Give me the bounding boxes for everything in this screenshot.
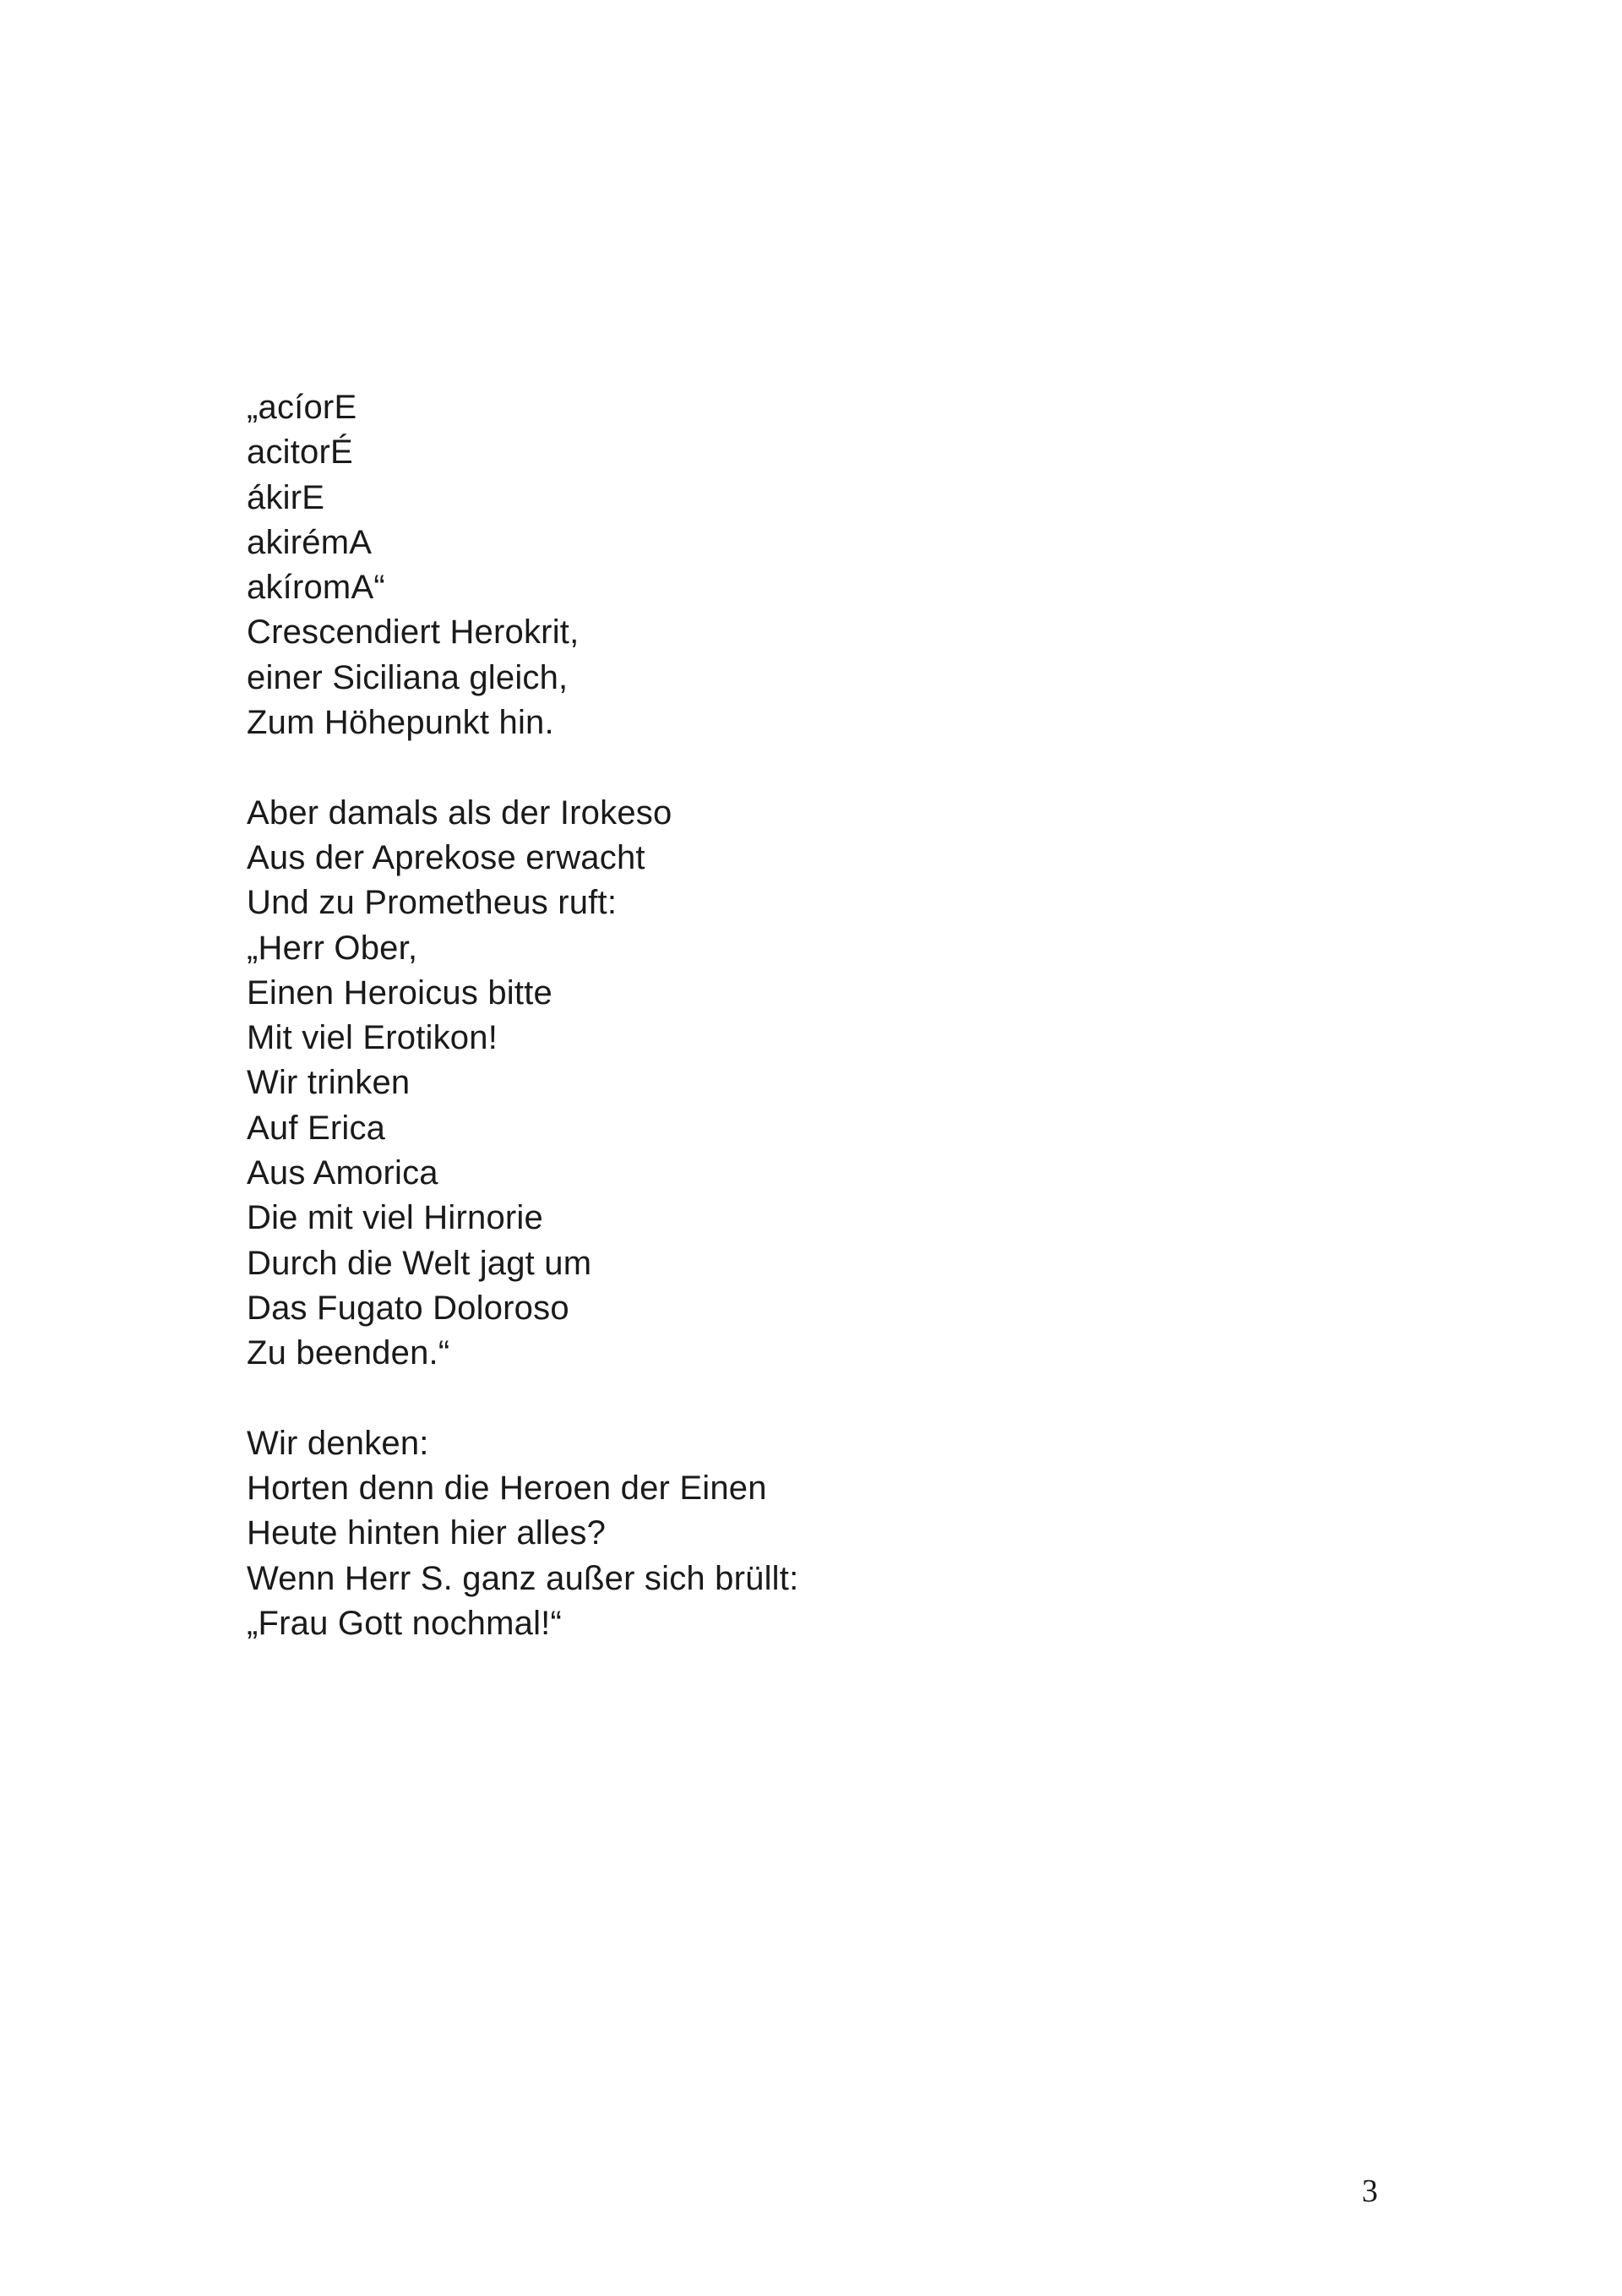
poem-line: Aber damals als der Irokeso	[247, 794, 672, 832]
poem-line: Aus der Aprekose erwacht	[247, 838, 645, 876]
poem-line: Mit viel Erotikon!	[247, 1019, 498, 1057]
poem-line: Crescendiert Herokrit,	[247, 614, 580, 652]
poem-line: akirémA	[247, 523, 373, 561]
poem-line: Wir denken:	[247, 1424, 429, 1462]
poem-line: Zu beenden.“	[247, 1334, 450, 1372]
poem-line: Heute hinten hier alles?	[247, 1514, 607, 1552]
poem-line: Durch die Welt jagt um	[247, 1244, 592, 1282]
stanza-2	[247, 791, 1345, 1377]
poem-line: Wenn Herr S. ganz außer sich brüllt:	[247, 1559, 799, 1597]
poem-line: Und zu Prometheus ruft:	[247, 884, 618, 922]
stanza-1	[247, 385, 1345, 745]
poem-line: Aus Amorica	[247, 1154, 438, 1192]
page-number: 3	[1362, 2173, 1378, 2209]
poem-line: Die mit viel Hirnorie	[247, 1199, 543, 1237]
poem-line: „acíorE	[247, 389, 357, 426]
poem-line: Einen Heroicus bitte	[247, 973, 552, 1012]
poem-line: akíromA“	[247, 569, 385, 607]
poem-body	[247, 385, 1345, 1646]
poem-line: Zum Höhepunkt hin.	[247, 704, 554, 742]
poem-line: „Herr Ober,	[247, 929, 418, 967]
poem-line: Das Fugato Doloroso	[247, 1289, 569, 1327]
poem-line: Wir trinken	[247, 1064, 411, 1102]
poem-line: Horten denn die Heroen der Einen	[247, 1470, 767, 1508]
stanza-3	[247, 1421, 1345, 1646]
poem-line: Auf Erica	[247, 1109, 386, 1147]
poem-line: „Frau Gott nochmal!“	[247, 1605, 563, 1643]
poem-line: einer Siciliana gleich,	[247, 658, 569, 696]
poem-line: ákirE	[247, 478, 325, 516]
poem-line: acitorÉ	[247, 434, 353, 472]
